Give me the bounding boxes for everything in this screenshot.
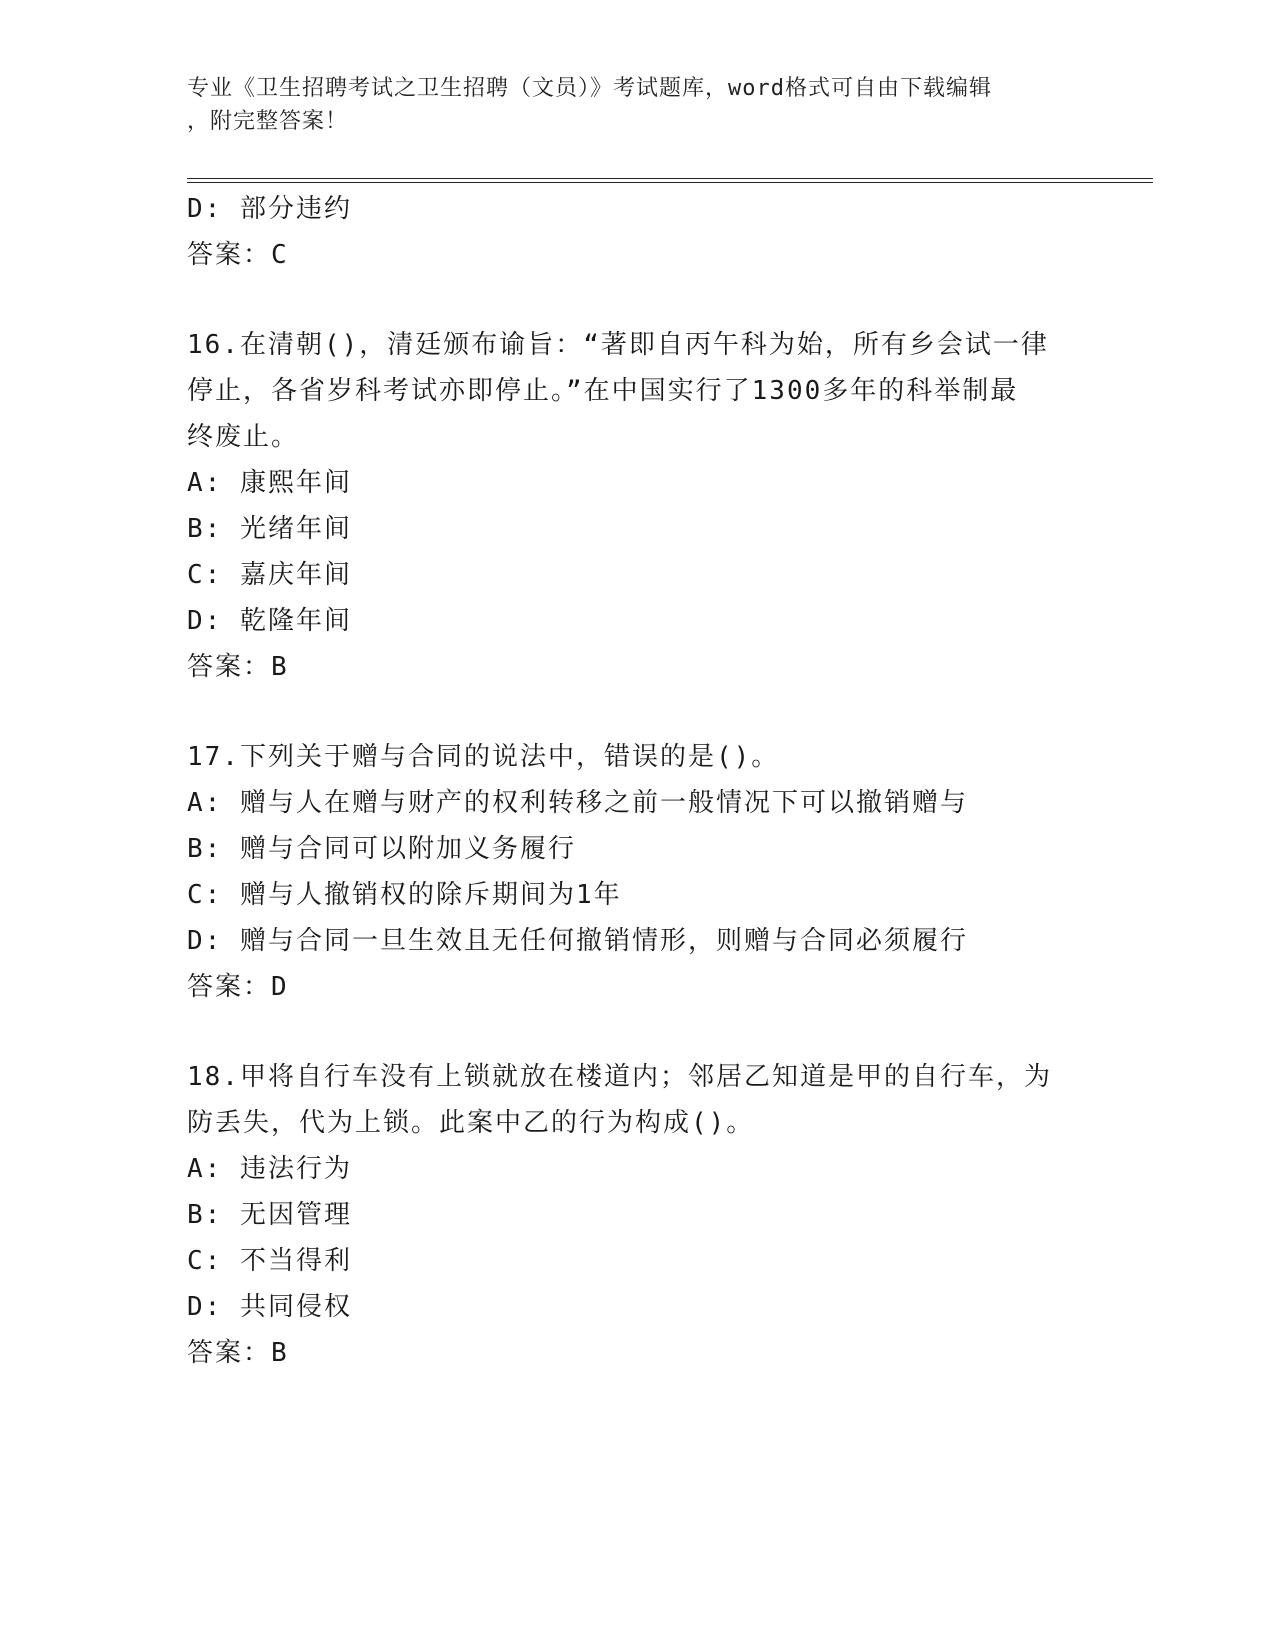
answer-line: 答案：C (187, 240, 289, 270)
option-b: B: 光绪年间 (187, 514, 352, 544)
option-a: A: 违法行为 (187, 1154, 352, 1184)
question-text-line: 终废止。 (187, 422, 300, 452)
option-a: A: 康熙年间 (187, 468, 352, 498)
answer-line: 答案：B (187, 652, 289, 682)
answer-line: 答案：D (187, 972, 289, 1002)
header-line-2: ，附完整答案！ (187, 109, 349, 134)
question-16 (187, 322, 1087, 690)
question-text-line: 停止，各省岁科考试亦即停止。”在中国实行了1300多年的科举制最 (187, 376, 1019, 406)
question-text-line: 18.甲将自行车没有上锁就放在楼道内；邻居乙知道是甲的自行车，为 (187, 1062, 1052, 1092)
option-c: C: 赠与人撤销权的除斥期间为1年 (187, 880, 622, 910)
question-text-line: 17.下列关于赠与合同的说法中，错误的是()。 (187, 742, 780, 772)
option-d: D: 赠与合同一旦生效且无任何撤销情形，则赠与合同必须履行 (187, 926, 968, 956)
question-text-line: 防丢失，代为上锁。此案中乙的行为构成()。 (187, 1108, 755, 1138)
option-d: D: 乾隆年间 (187, 606, 352, 636)
question-17 (187, 734, 1087, 1010)
question-text-line: 16.在清朝()，清廷颁布谕旨：“著即自丙午科为始，所有乡会试一律 (187, 330, 1049, 360)
answer-line: 答案：B (187, 1338, 289, 1368)
document-header (187, 72, 1067, 138)
previous-question-tail (187, 186, 1087, 278)
spacer (187, 690, 1087, 734)
header-divider (187, 178, 1153, 183)
question-content (187, 186, 1087, 1376)
option-b: B: 无因管理 (187, 1200, 352, 1230)
option-c: C: 不当得利 (187, 1246, 352, 1276)
spacer (187, 1010, 1087, 1054)
header-line-1: 专业《卫生招聘考试之卫生招聘（文员）》考试题库，word格式可自由下载编辑 (187, 76, 992, 101)
option-a: A: 赠与人在赠与财产的权利转移之前一般情况下可以撤销赠与 (187, 788, 968, 818)
question-18 (187, 1054, 1087, 1376)
option-c: C: 嘉庆年间 (187, 560, 352, 590)
spacer (187, 278, 1087, 322)
option-d: D: 部分违约 (187, 194, 352, 224)
option-b: B: 赠与合同可以附加义务履行 (187, 834, 576, 864)
option-d: D: 共同侵权 (187, 1292, 352, 1322)
